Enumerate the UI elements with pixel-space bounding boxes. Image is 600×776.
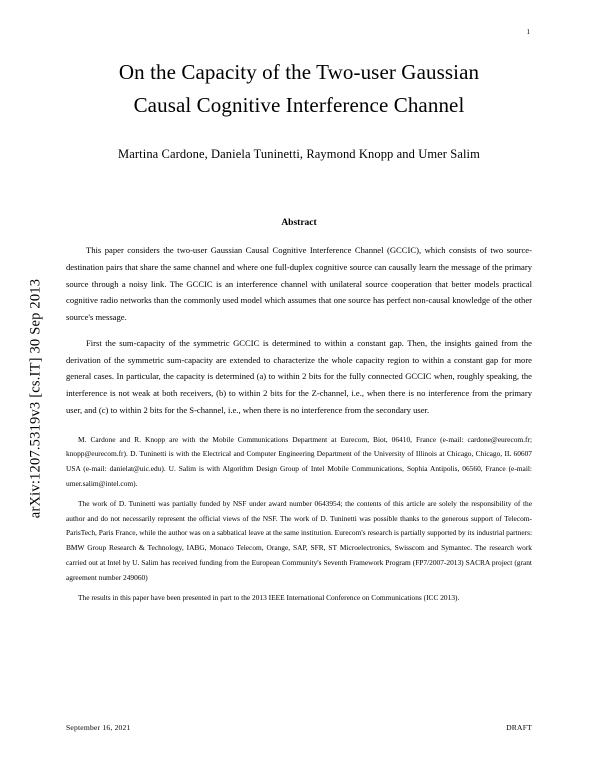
abstract-heading: Abstract bbox=[281, 218, 317, 229]
title-line-1: On the Capacity of the Two-user Gaussian bbox=[118, 60, 480, 84]
abstract-body bbox=[66, 242, 532, 419]
paper-content bbox=[66, 28, 532, 611]
footer-date: September 16, 2021 bbox=[66, 723, 131, 732]
arxiv-identifier-stamp: arXiv:1207.5319v3 [cs.IT] 30 Sep 2013 bbox=[27, 278, 44, 519]
title-line-2: Causal Cognitive Interference Channel bbox=[133, 92, 465, 117]
author-list: Martina Cardone, Daniela Tuninetti, Raymond Knopp and Umer Salim bbox=[118, 147, 480, 162]
footnote-item: M. Cardone and R. Knopp are with the Mobile Communications Department at Eurecom, Biot, 06410, France (e-mail: cardone@eurecom.fr; knopp@eurecom.fr). D. Tuninetti is with the Electrical and Computer Engineering Department of the University of Illinois at Chicago, Chicago, IL 60607 USA (e-mail: danielat@uic.edu). U. Salim is with Algorithm Design Group of Intel Mobile Communications, Sophia Antipolis, 06560, France (e-mail: umer.salim@intel.com). bbox=[66, 434, 532, 489]
footnote-item: The work of D. Tuninetti was partially funded by NSF under award number 0643954; the contents of this article are solely the responsibility of the author and do not necessarily represent the official views of the NSF. The work of D. Tuninetti was possible thanks to the generous support of Telecom-ParisTech, Paris France, while the author was on a sabbatical leave at the same institution. Eurecom's research is partially supported by its industrial partners: BMW Group Research & Technology, IABG, Monaco Telecom, Orange, SAP, SFR, ST Microelectronics, Swisscom and Symantec. The research work carried out at Intel by U. Salim has received funding from the European Community's Seventh Framework Program (FP7/2007-2013) SACRA project (grant agreement number 249060) bbox=[66, 498, 532, 582]
page-title bbox=[74, 56, 524, 121]
page-footer bbox=[66, 723, 532, 732]
footer-status: DRAFT bbox=[506, 723, 532, 732]
abstract-paragraph: This paper considers the two-user Gaussian Causal Cognitive Interference Channel (GCCIC), which consists of two source-destination pairs that share the same channel and where one full-duplex cognitive source can causally learn the message of the primary source through a noisy link. The GCCIC is an interference channel with unilateral source cooperation that better models practical cognitive radio networks than the commonly used model which assumes that one source has perfect non-causal knowledge of the other source's message. bbox=[66, 245, 532, 323]
footnote-item: The results in this paper have been presented in part to the 2013 IEEE International Conference on Communications (ICC 2013). bbox=[78, 592, 460, 602]
abstract-paragraph: First the sum-capacity of the symmetric GCCIC is determined to within a constant gap. Then, the insights gained from the derivation of the symmetric sum-capacity are extended to characterize the whole capacity region to within a constant gap for more general cases. In particular, the capacity is determined (a) to within 2 bits for the fully connected GCCIC when, roughly speaking, the interference is not weak at both receivers, (b) to within 2 bits for the Z-channel, i.e., when there is no interference from the primary user, and (c) to within 2 bits for the S-channel, i.e., when there is no interference from the secondary user. bbox=[66, 337, 532, 415]
footnote-block bbox=[66, 433, 532, 606]
page-number: 1 bbox=[526, 28, 530, 36]
